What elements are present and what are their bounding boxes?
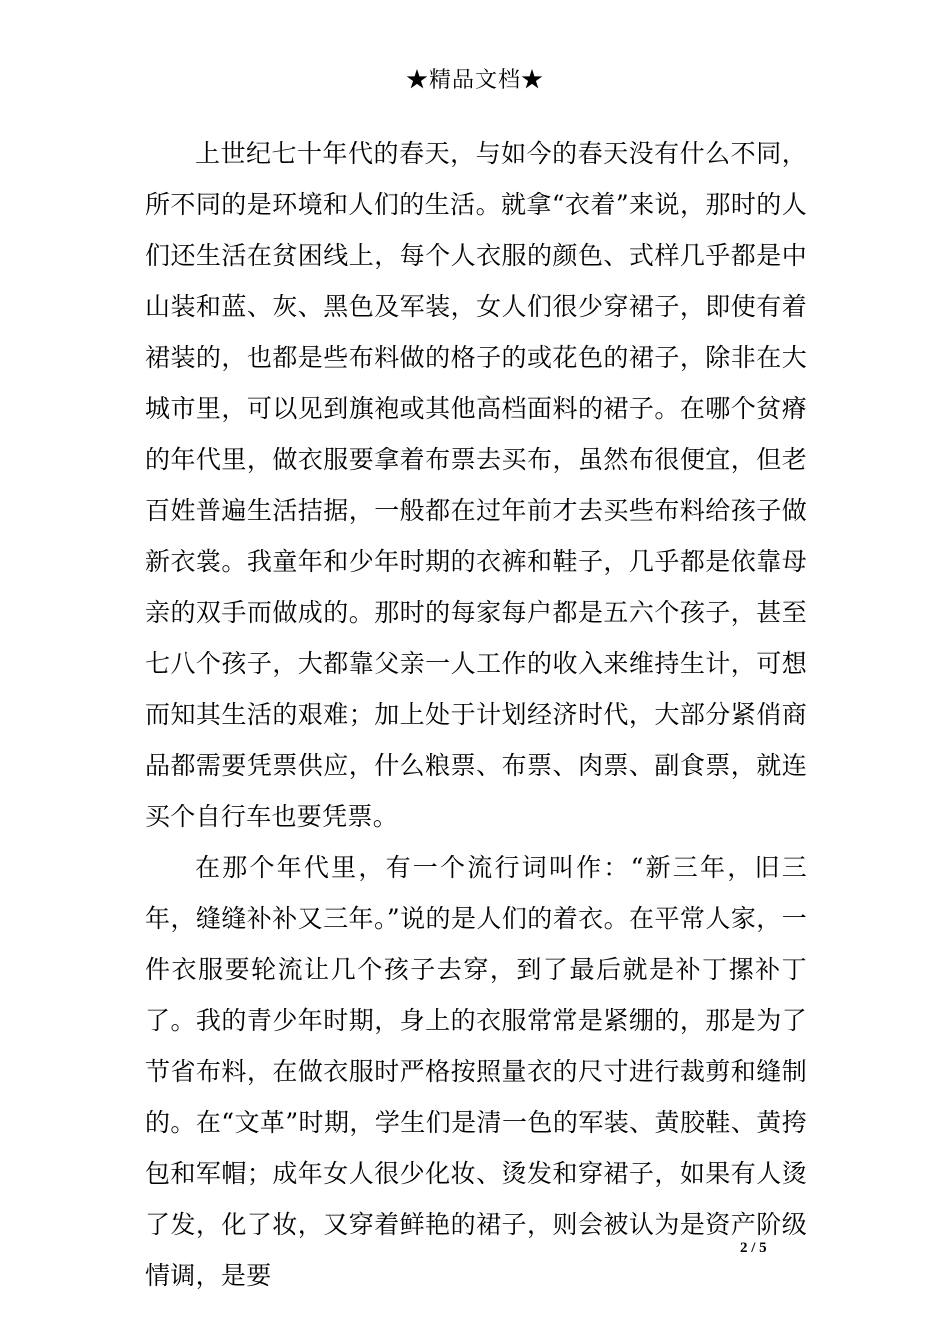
paragraph: 在那个年代里，有一个流行词叫作：“新三年，旧三年，缝缝补补又三年。”说的是人们的着衣。在平常人家，一件衣服要轮流让几个孩子去穿，到了最后就是补丁摞补丁了。我的青少年时期，身上的衣服常常是紧绷的，那是为了节省布料，在做衣服时严格按照量衣的尺寸进行裁剪和缝制的。在“文革”时期，学生们是清一色的军装、黄胶鞋、黄挎包和军帽；成年女人很少化妆、烫发和穿裙子，如果有人烫了发，化了妆，又穿着鲜艳的裙子，则会被认为是资产阶级情调，是要 [145, 853, 807, 1290]
page-header-title: ★精品文档★ [405, 68, 544, 93]
document-body [145, 128, 807, 1301]
page-number: 2 / 5 [740, 1240, 767, 1256]
paragraph: 上世纪七十年代的春天，与如今的春天没有什么不同，所不同的是环境和人们的生活。就拿“衣着”来说，那时的人们还生活在贫困线上，每个人衣服的颜色、式样几乎都是中山装和蓝、灰、黑色及军装，女人们很少穿裙子，即使有着裙装的，也都是些布料做的格子的或花色的裙子，除非在大城市里，可以见到旗袍或其他高档面料的裙子。在哪个贫瘠的年代里，做衣服要拿着布票去买布，虽然布很便宜，但老百姓普遍生活拮据，一般都在过年前才去买些布料给孩子做新衣裳。我童年和少年时期的衣裤和鞋子，几乎都是依靠母亲的双手而做成的。那时的每家每户都是五六个孩子，甚至七八个孩子，大都靠父亲一人工作的收入来维持生计，可想而知其生活的艰难；加上处于计划经济时代，大部分紧俏商品都需要凭票供应，什么粮票、布票、肉票、副食票，就连买个自行车也要凭票。 [145, 139, 807, 831]
